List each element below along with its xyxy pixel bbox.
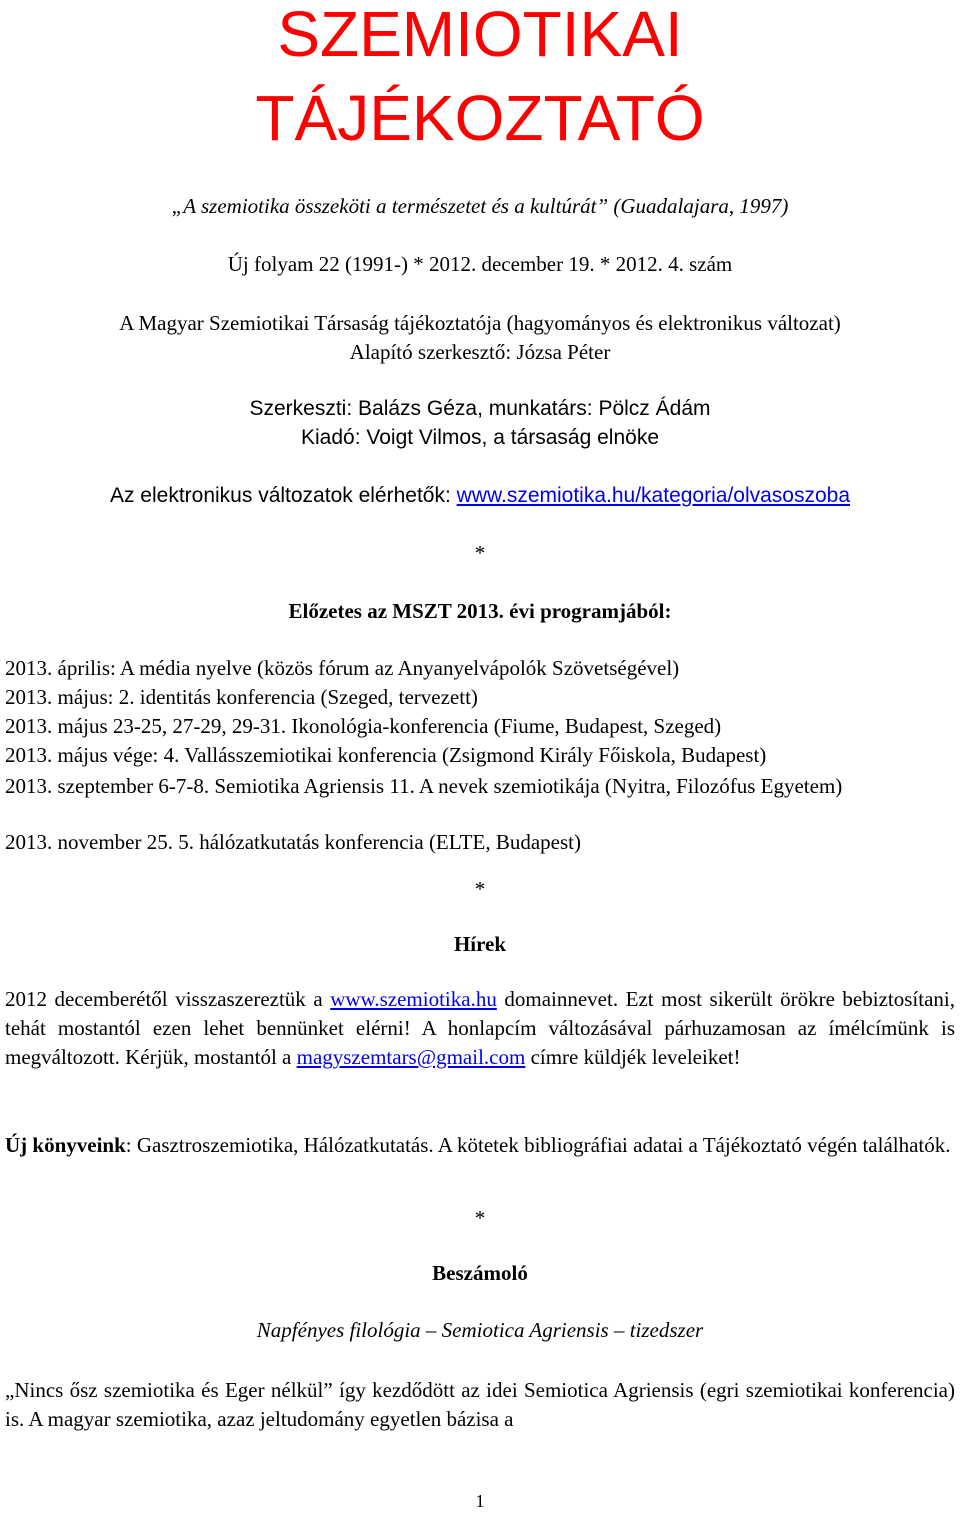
- separator-2: *: [474, 877, 486, 901]
- page-number: 1: [475, 1491, 485, 1511]
- publisher2-line: Kiadó: Voigt Vilmos, a társaság elnöke: [301, 426, 659, 449]
- report-paragraph: „Nincs ősz szemiotika és Eger nélkül” így kezdődött az idei Semiotica Agriensis (egri szemiotikai konferencia) is. A magyar szemiotika, azaz jeltudomány egyetlen bázisa a: [5, 1378, 955, 1431]
- title-line-2: TÁJÉKOZTATÓ: [255, 82, 705, 154]
- news-text-a: 2012 decemberétől visszaszereztük a: [5, 987, 331, 1011]
- domain-link[interactable]: www.szemiotika.hu: [330, 987, 497, 1011]
- motto: „A szemiotika összeköti a természetet és a kultúrát” (Guadalajara, 1997): [171, 194, 789, 218]
- news-text-c: címre küldjék leveleiket!: [525, 1045, 741, 1069]
- title-line-1: SZEMIOTIKAI: [277, 0, 683, 70]
- online-prefix: Az elektronikus változatok elérhetők:: [109, 484, 457, 507]
- email-link[interactable]: magyszemtars@gmail.com: [296, 1045, 526, 1069]
- news-heading: Hírek: [453, 932, 507, 956]
- report-subtitle: Napfényes filológia – Semiotica Agriensis – tizedszer: [256, 1318, 704, 1342]
- program-heading: Előzetes az MSZT 2013. évi programjából:: [288, 599, 672, 623]
- program-item: 2013. április: A média nyelve (közös fórum az Anyanyelvápolók Szövetségével): [5, 656, 680, 680]
- program-item: 2013. május: 2. identitás konferencia (Szeged, tervezett): [5, 685, 478, 709]
- program-item: 2013. május vége: 4. Vallásszemiotikai konferencia (Zsigmond Király Főiskola, Budapest): [5, 743, 767, 767]
- news-paragraph: [5, 985, 955, 1072]
- separator-1: *: [474, 541, 486, 565]
- books-text: : Gasztroszemiotika, Hálózatkutatás. A kötetek bibliográfiai adatai a Tájékoztató végén találhatók.: [125, 1133, 951, 1157]
- books-label: Új könyveink: [5, 1133, 126, 1157]
- program-item: 2013. május 23-25, 27-29, 29-31. Ikonológia-konferencia (Fiume, Budapest, Szeged): [5, 714, 722, 738]
- issue-line: Új folyam 22 (1991-) * 2012. december 19. * 2012. 4. szám: [227, 252, 733, 276]
- editors-line: Szerkeszti: Balázs Géza, munkatárs: Pölcz Ádám: [249, 397, 711, 420]
- program-item: 2013. szeptember 6-7-8. Semiotika Agriensis 11. A nevek szemiotikája (Nyitra, Filozófus Egyetem): [5, 774, 843, 798]
- separator-3: *: [474, 1206, 486, 1230]
- program-item: 2013. november 25. 5. hálózatkutatás konferencia (ELTE, Budapest): [5, 830, 581, 854]
- founder-line: Alapító szerkesztő: Józsa Péter: [349, 340, 611, 364]
- publisher-line: A Magyar Szemiotikai Társaság tájékoztatója (hagyományos és elektronikus változat): [119, 311, 841, 335]
- books-paragraph: [5, 1131, 955, 1160]
- online-line: [0, 484, 960, 508]
- website-link[interactable]: www.szemiotika.hu/kategoria/olvasoszoba: [456, 484, 851, 507]
- report-heading: Beszámoló: [432, 1261, 528, 1285]
- news-text-b: domainnevet. Ezt most sikerült örökre bebiztosítani, tehát mostantól ezen lehet bennünket elérni! A honlapcím változásával párhuzamosan az ímélcímünk is megváltozott. Kérjük, mostantól a: [5, 987, 955, 1069]
